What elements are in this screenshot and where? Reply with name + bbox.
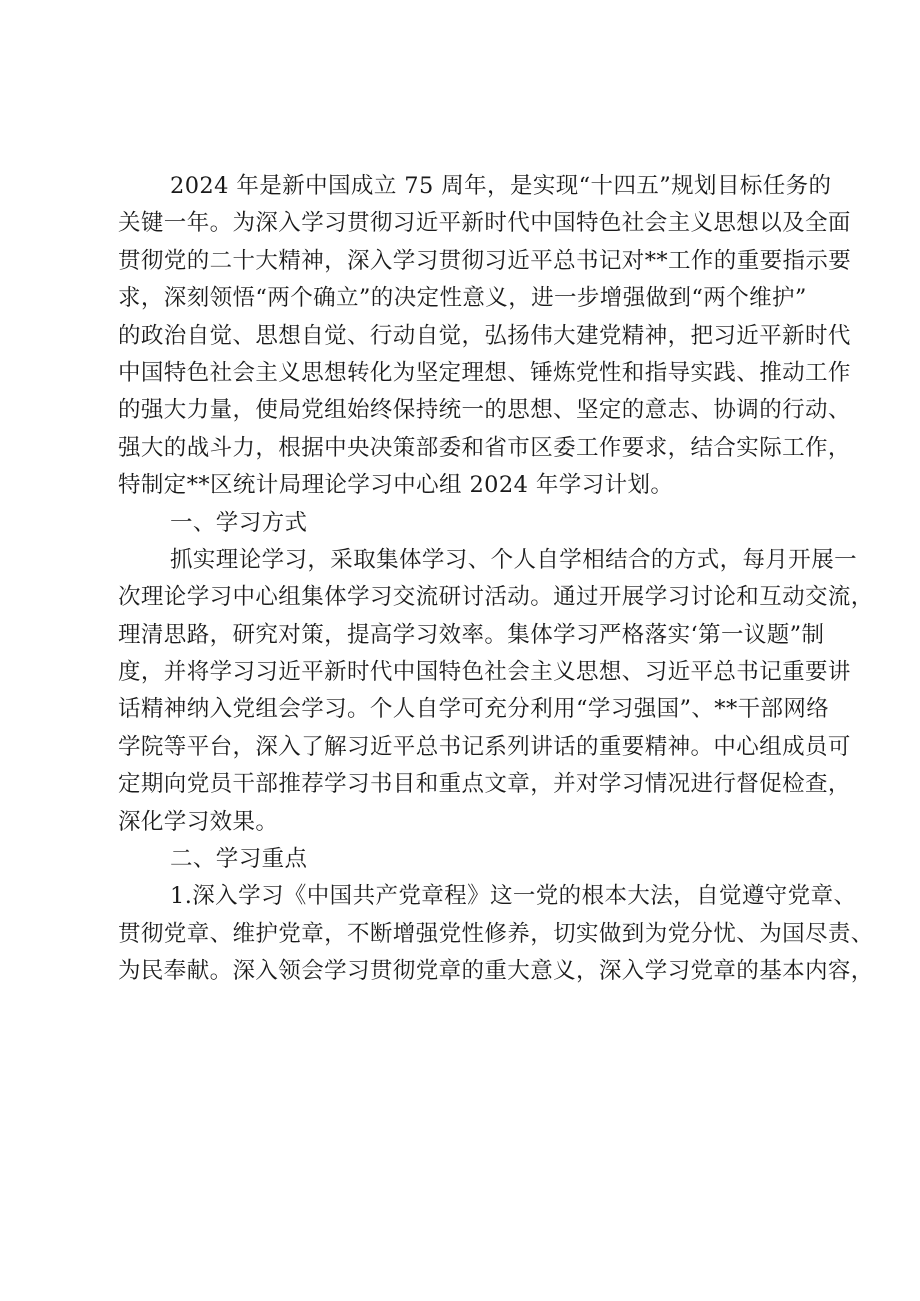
section-heading-focus: 二、学习重点 <box>170 846 308 873</box>
paragraph-intro <box>118 168 852 505</box>
text-line: 抓实理论学习，采取集体学习、个人自学相结合的方式，每月开展一 <box>170 546 858 573</box>
text-line: 中国特色社会主义思想转化为坚定理想、锤炼党性和指导实践、推动工作 <box>118 359 851 386</box>
text-line: 2024 年是新中国成立 75 周年，是实现“十四五”规划目标任务的 <box>170 173 832 199</box>
text-line: 话精神纳入党组会学习。个人自学可充分利用“学习强国”、**干部网络 <box>118 696 830 723</box>
text-line: 理清思路，研究对策，提高学习效率。集体学习严格落实‘第一议题”制 <box>118 621 825 648</box>
text-line: 1.深入学习《中国共产党章程》这一党的根本大法，自觉遵守党章、 <box>170 883 857 910</box>
text-line: 度，并将学习习近平新时代中国特色社会主义思想、习近平总书记重要讲 <box>118 659 851 686</box>
text-line: 的强大力量，使局党组始终保持统一的思想、坚定的意志、协调的行动、 <box>118 397 851 424</box>
text-line: 为民奉献。深入领会学习贯彻党章的重大意义，深入学习党章的基本内容， <box>118 958 874 985</box>
text-line: 深化学习效果。 <box>118 808 279 835</box>
paragraph-focus-1 <box>118 878 874 990</box>
text-line: 贯彻党的二十大精神，深入学习贯彻习近平总书记对**工作的重要指示要 <box>118 247 852 274</box>
text-line: 定期向党员干部推荐学习书目和重点文章，并对学习情况进行督促检查， <box>118 771 851 798</box>
text-line: 特制定**区统计局理论学习中心组 2024 年学习计划。 <box>118 472 674 499</box>
text-line: 的政治自觉、思想自觉、行动自觉，弘扬伟大建党精神，把习近平新时代 <box>118 322 851 349</box>
text-line: 学院等平台，深入了解习近平总书记系列讲话的重要精神。中心组成员可 <box>118 733 851 760</box>
text-line: 关键一年。为深入学习贯彻习近平新时代中国特色社会主义思想以及全面 <box>118 210 851 237</box>
paragraph-method <box>118 542 874 841</box>
section-heading-method: 一、学习方式 <box>170 509 308 536</box>
document-body <box>118 168 874 991</box>
text-line: 次理论学习中心组集体学习交流研讨活动。通过开展学习讨论和互动交流， <box>118 584 874 611</box>
text-line: 求，深刻领悟“两个确立”的决定性意义，进一步增强做到“两个维护” <box>118 285 807 312</box>
text-line: 贯彻党章、维护党章，不断增强党性修养，切实做到为党分忧、为国尽责、 <box>118 920 874 947</box>
text-line: 强大的战斗力，根据中央决策部委和省市区委工作要求，结合实际工作， <box>118 434 851 461</box>
